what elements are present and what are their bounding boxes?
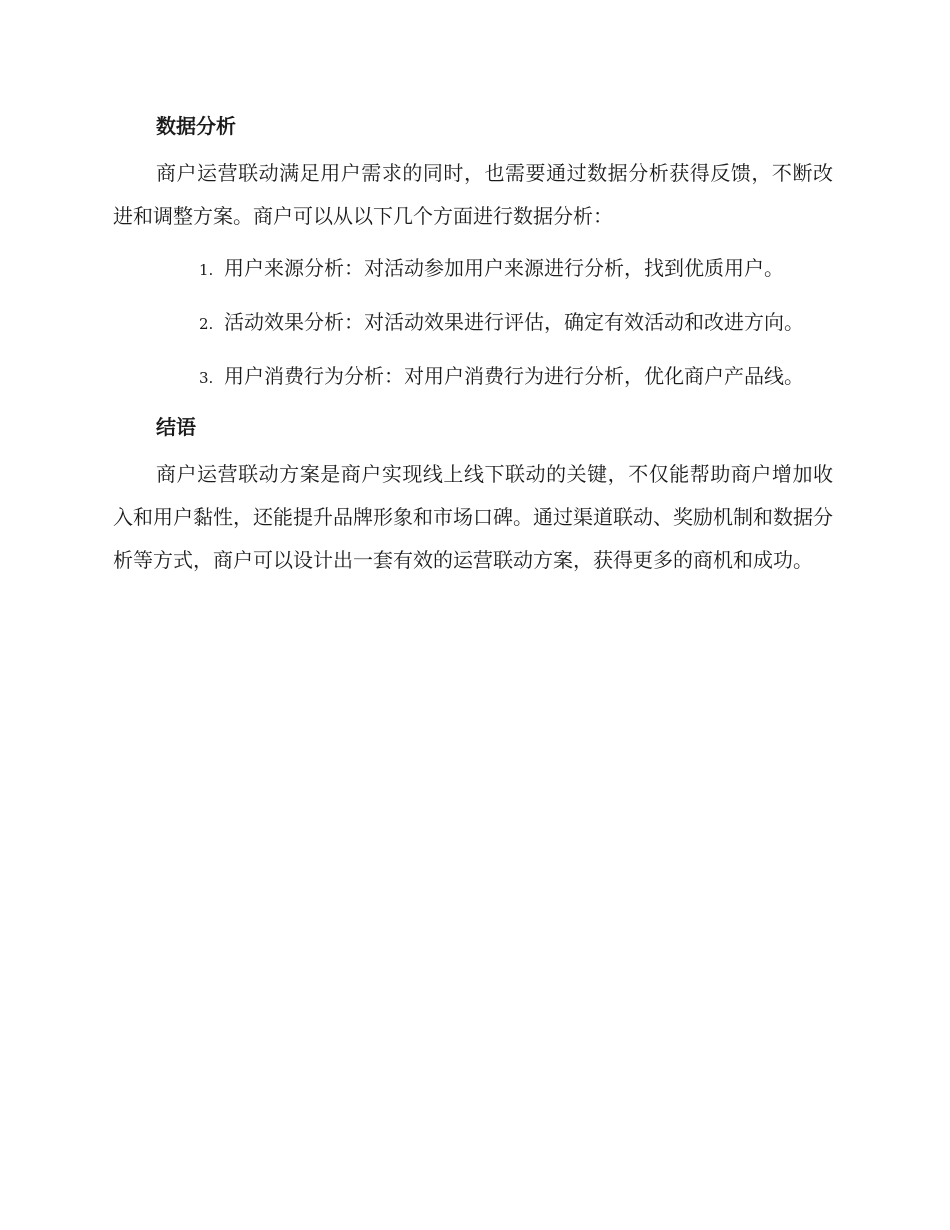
list-item-number: 3. [199, 369, 214, 387]
section-heading-analysis: 数据分析 [156, 114, 236, 138]
analysis-intro-paragraph: 商户运营联动满足用户需求的同时，也需要通过数据分析获得反馈，不断改进和调整方案。商户可以从以下几个方面进行数据分析： [113, 161, 833, 228]
document-page [113, 108, 833, 582]
list-item-number: 1. [199, 261, 214, 279]
list-item-text: 用户消费行为分析：对用户消费行为进行分析，优化商户产品线。 [224, 364, 804, 388]
list-item-number: 2. [199, 315, 214, 333]
section-heading-conclusion: 结语 [156, 415, 196, 439]
list-item-text: 用户来源分析：对活动参加用户来源进行分析，找到优质用户。 [224, 256, 784, 280]
list-item [113, 301, 833, 346]
conclusion-paragraph: 商户运营联动方案是商户实现线上线下联动的关键，不仅能帮助商户增加收入和用户黏性，还能提升品牌形象和市场口碑。通过渠道联动、奖励机制和数据分析等方式，商户可以设计出一套有效的运营联动方案，获得更多的商机和成功。 [113, 462, 833, 572]
list-item-text: 活动效果分析：对活动效果进行评估，确定有效活动和改进方向。 [224, 310, 804, 334]
list-item [113, 247, 833, 292]
list-item [113, 355, 833, 400]
